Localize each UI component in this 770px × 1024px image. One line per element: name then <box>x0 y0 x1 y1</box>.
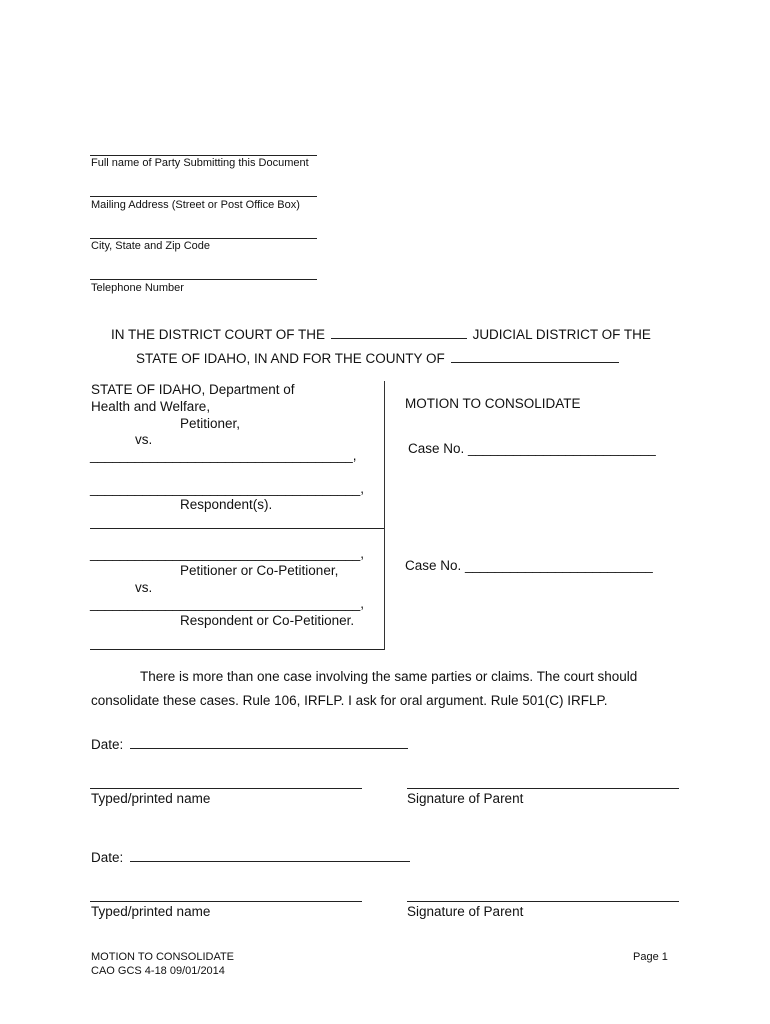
caption-bottom-line <box>90 649 384 650</box>
city-state-zip-label: City, State and Zip Code <box>91 240 211 252</box>
court-heading-prefix: IN THE DISTRICT COURT OF THE <box>111 327 326 342</box>
motion-title: MOTION TO CONSOLIDATE <box>405 396 581 411</box>
signature-line-1[interactable] <box>407 788 679 789</box>
mailing-address-line[interactable] <box>90 196 317 197</box>
typed-name-label-1: Typed/printed name <box>91 791 211 806</box>
respondent-blank-2[interactable]: ____________________________________, <box>90 481 365 496</box>
county-blank[interactable] <box>451 349 619 363</box>
motion-text-line2: consolidate these cases. Rule 106, IRFLP. I ask for oral argument. Rule 501(C) IRFLP. <box>91 693 608 708</box>
telephone-label: Telephone Number <box>91 282 184 294</box>
copetitioner-blank[interactable]: ____________________________________, <box>90 546 365 561</box>
city-state-zip-line[interactable] <box>90 238 317 239</box>
petitioner-line2: Health and Welfare, <box>91 399 211 414</box>
case-number-1[interactable]: Case No. _________________________ <box>408 441 656 456</box>
signature-line-2[interactable] <box>407 901 679 902</box>
mailing-address-label: Mailing Address (Street or Post Office Box) <box>91 199 300 211</box>
footer-form-title: MOTION TO CONSOLIDATE <box>91 951 235 963</box>
date-blank-1[interactable] <box>130 735 408 749</box>
caption-vertical-divider <box>384 381 385 650</box>
caption-divider <box>90 528 384 529</box>
vs-label-1: vs. <box>135 432 153 447</box>
typed-name-line-1[interactable] <box>90 788 362 789</box>
copetitioner-role: Petitioner or Co-Petitioner, <box>180 563 339 578</box>
county-prefix: STATE OF IDAHO, IN AND FOR THE COUNTY OF <box>136 351 445 366</box>
footer-page-number: Page 1 <box>633 951 668 963</box>
petitioner-role: Petitioner, <box>180 416 241 431</box>
date-row-2 <box>91 848 410 865</box>
judicial-district-blank[interactable] <box>331 325 467 339</box>
respondent-role: Respondent(s). <box>180 497 273 512</box>
vs-label-2: vs. <box>135 580 153 595</box>
court-heading-line1 <box>111 325 651 342</box>
date-blank-2[interactable] <box>130 848 410 862</box>
date-label-1: Date: <box>91 737 124 752</box>
court-heading-suffix: JUDICIAL DISTRICT OF THE <box>472 327 651 342</box>
signature-label-2: Signature of Parent <box>407 904 524 919</box>
case-number-2[interactable]: Case No. _________________________ <box>405 558 653 573</box>
typed-name-line-2[interactable] <box>90 901 362 902</box>
telephone-line[interactable] <box>90 279 317 280</box>
footer-form-code: CAO GCS 4-18 09/01/2014 <box>91 965 225 977</box>
court-heading-line2 <box>136 349 619 366</box>
date-row-1 <box>91 735 408 752</box>
signature-label-1: Signature of Parent <box>407 791 524 806</box>
date-label-2: Date: <box>91 850 124 865</box>
respondent-blank-1[interactable]: ___________________________________, <box>90 448 357 463</box>
motion-text-line1: There is more than one case involving the same parties or claims. The court should <box>140 669 638 684</box>
typed-name-label-2: Typed/printed name <box>91 904 211 919</box>
petitioner-line1: STATE OF IDAHO, Department of <box>91 382 295 397</box>
corespondent-blank[interactable]: ____________________________________, <box>90 596 365 611</box>
full-name-line[interactable] <box>90 155 317 156</box>
full-name-label: Full name of Party Submitting this Document <box>91 157 309 169</box>
corespondent-role: Respondent or Co-Petitioner. <box>180 613 355 628</box>
